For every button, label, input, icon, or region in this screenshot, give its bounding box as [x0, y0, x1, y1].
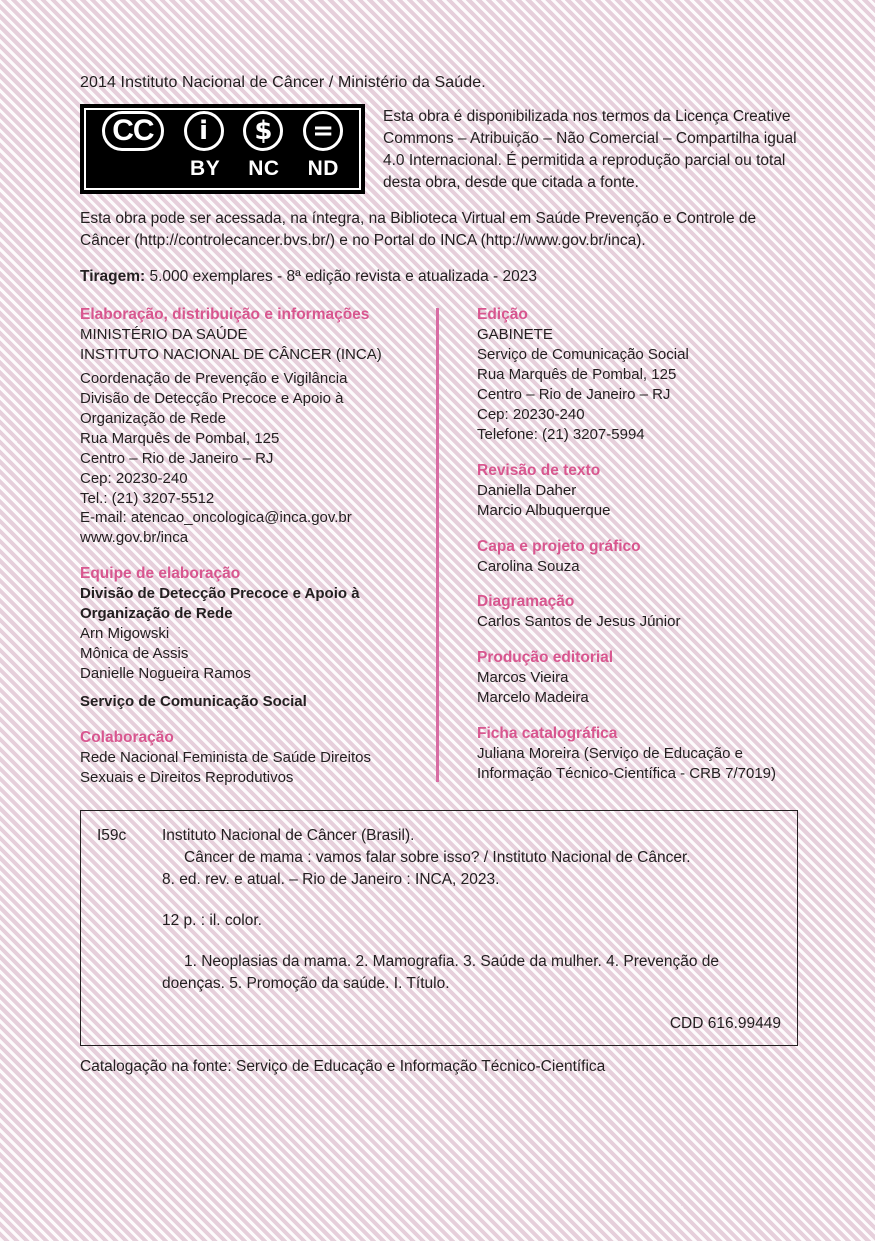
spacer — [162, 891, 781, 910]
section-heading-equipe: Equipe de elaboração — [80, 565, 241, 583]
catalog-cdd: CDD 616.99449 — [669, 1014, 781, 1032]
credits-line: Centro – Rio de Janeiro – RJ — [477, 385, 671, 403]
credits-line: Coordenação de Prevenção e Vigilância — [80, 369, 348, 387]
section-heading-producao: Produção editorial — [477, 649, 614, 667]
credits-line: Carolina Souza — [477, 557, 580, 575]
credits-subhead: Organização de Rede — [80, 605, 233, 623]
virtual-library-text: Esta obra pode ser acessada, na íntegra, na Biblioteca Virtual em Saúde Prevenção e Controle de Câncer (http://controlecancer.bvs.br/) e no Portal do INCA (http://www.gov.br/inca). — [80, 210, 757, 249]
catalog-code: I59c — [97, 826, 127, 844]
copyright-line: 2014 Instituto Nacional de Câncer / Ministério da Saúde. — [80, 74, 486, 91]
credits-left-column — [80, 306, 436, 788]
spacer — [162, 932, 781, 951]
creative-commons-badge — [80, 104, 365, 194]
credits-section — [80, 306, 798, 788]
section-heading-diagramacao: Diagramação — [477, 593, 575, 611]
credits-line: Centro – Rio de Janeiro – RJ — [80, 449, 274, 467]
credits-line-email: E-mail: atencao_oncologica@inca.gov.br — [80, 509, 352, 527]
license-row — [80, 104, 798, 194]
credits-line: Marcos Vieira — [477, 669, 569, 687]
catalog-subjects-cont: doenças. 5. Promoção da saúde. I. Título. — [162, 974, 450, 992]
catalog-main-row — [97, 825, 781, 995]
no-commercial-icon: $ — [243, 111, 283, 151]
credits-line: Organização de Rede — [80, 409, 226, 427]
credits-line: Rede Nacional Feminista de Saúde Direitos — [80, 748, 371, 766]
credits-line: INSTITUTO NACIONAL DE CÂNCER (INCA) — [80, 345, 382, 363]
section-heading-capa: Capa e projeto gráfico — [477, 537, 641, 555]
cc-logo-icon: CC — [102, 111, 164, 151]
credits-line: Serviço de Comunicação Social — [477, 345, 689, 363]
license-text: Esta obra é disponibilizada nos termos da Licença Creative Commons – Atribuição – Não Comercial – Compartilha igual 4.0 Internacional. É permitida a reprodução parcial ou total desta obra, desde que citada a fonte. — [383, 108, 797, 191]
credits-line: Marcelo Madeira — [477, 689, 589, 707]
credits-line: Cep: 20230-240 — [80, 469, 188, 487]
catalog-edition: 8. ed. rev. e atual. – Rio de Janeiro : INCA, 2023. — [162, 870, 500, 888]
section-heading-revisao: Revisão de texto — [477, 461, 601, 479]
print-run-label: Tiragem: — [80, 268, 146, 285]
catalog-body — [162, 825, 781, 995]
section-heading-elaboracao: Elaboração, distribuição e informações — [80, 306, 370, 323]
catalog-subjects: 1. Neoplasias da mama. 2. Mamografia. 3. Saúde da mulher. 4. Prevenção de — [184, 952, 720, 970]
credits-line: Cep: 20230-240 — [477, 405, 585, 423]
catalog-source-note: Catalogação na fonte: Serviço de Educação e Informação Técnico-Científica — [80, 1057, 606, 1075]
credits-line: Danielle Nogueira Ramos — [80, 665, 251, 683]
section-heading-edicao: Edição — [477, 306, 528, 323]
section-heading-colaboracao: Colaboração — [80, 728, 174, 746]
credits-subhead: Divisão de Detecção Precoce e Apoio à — [80, 585, 360, 603]
catalog-title: Câncer de mama : vamos falar sobre isso? / Instituto Nacional de Câncer. — [184, 848, 691, 866]
credits-line: Informação Técnico-Científica - CRB 7/7019) — [477, 765, 777, 783]
credits-line: Sexuais e Direitos Reprodutivos — [80, 768, 294, 786]
credits-line: Rua Marquês de Pombal, 125 — [80, 429, 280, 447]
credits-line: Marcio Albuquerque — [477, 501, 611, 519]
creative-commons-icons — [86, 110, 359, 152]
page-content — [80, 74, 798, 1076]
creative-commons-labels — [86, 152, 359, 188]
credits-line: Divisão de Detecção Precoce e Apoio à — [80, 389, 344, 407]
spacer — [80, 684, 426, 692]
credits-line: MINISTÉRIO DA SAÚDE — [80, 326, 248, 343]
print-run — [80, 268, 798, 286]
creative-commons-badge-inner — [84, 108, 361, 190]
credits-line: Arn Migowski — [80, 625, 170, 643]
credits-line: Rua Marquês de Pombal, 125 — [477, 365, 677, 383]
license-label-nc: NC — [248, 157, 280, 181]
license-label-nd: ND — [307, 157, 339, 181]
credits-line: Carlos Santos de Jesus Júnior — [477, 613, 681, 631]
credits-line: Mônica de Assis — [80, 645, 189, 663]
catalog-card — [80, 810, 798, 1046]
credits-line: Daniella Daher — [477, 481, 577, 499]
section-heading-ficha: Ficha catalográfica — [477, 725, 618, 743]
no-derivatives-icon: = — [303, 111, 343, 151]
credits-line-website: www.gov.br/inca — [80, 529, 189, 547]
person-icon: i — [184, 111, 224, 151]
print-run-value: 5.000 exemplares - 8ª edição revista e atualizada - 2023 — [149, 268, 537, 285]
credits-line: Telefone: (21) 3207-5994 — [477, 425, 645, 443]
license-label-by: BY — [190, 157, 221, 181]
credits-line: GABINETE — [477, 326, 553, 343]
catalog-physical-description: 12 p. : il. color. — [162, 911, 262, 929]
credits-line: Juliana Moreira (Serviço de Educação e — [477, 745, 743, 763]
credits-subhead-comunicacao: Serviço de Comunicação Social — [80, 693, 307, 710]
credits-line: Tel.: (21) 3207-5512 — [80, 489, 215, 507]
catalog-author: Instituto Nacional de Câncer (Brasil). — [162, 826, 415, 844]
credits-right-column — [439, 306, 798, 788]
